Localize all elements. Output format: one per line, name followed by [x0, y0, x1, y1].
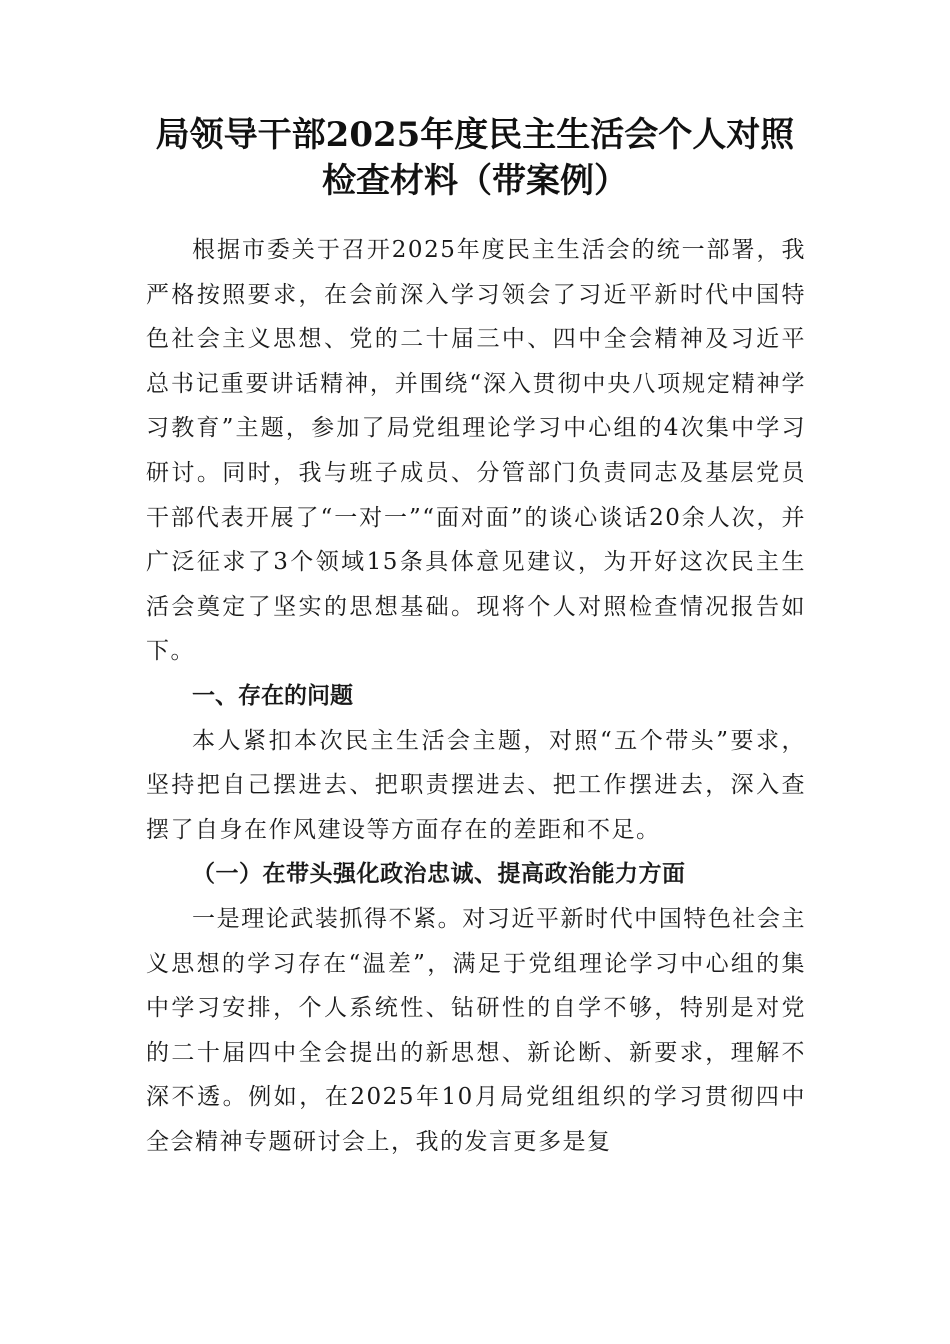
document-title: [100, 112, 850, 204]
subsection-heading: （一）在带头强化政治忠诚、提高政治能力方面: [192, 860, 686, 888]
section-heading: 一、存在的问题: [192, 682, 353, 709]
intro-paragraph: 根据市委关于召开2025年度民主生活会的统一部署，我严格按照要求，在会前深入学习领会了习近平新时代中国特色社会主义思想、党的二十届三中、四中全会精神及习近平总书记重要讲话精神，并围绕“深入贯彻中央八项规定精神学习教育”主题，参加了局党组理论学习中心组的4次集中学习研讨。同时，我与班子成员、分管部门负责同志及基层党员干部代表开展了“一对一”“面对面”的谈心谈话20余人次，并广泛征求了3个领域15条具体意见建议，为开好这次民主生活会奠定了坚实的思想基础。现将个人对照检查情况报告如下。: [146, 237, 806, 665]
title-line-1: 局领导干部2025年度民主生活会个人对照: [155, 115, 795, 155]
section-intro-paragraph: 本人紧扣本次民主生活会主题，对照“五个带头”要求，坚持把自己摆进去、把职责摆进去、把工作摆进去，深入查摆了自身在作风建设等方面存在的差距和不足。: [146, 727, 806, 843]
subsection-paragraph: 一是理论武装抓得不紧。对习近平新时代中国特色社会主义思想的学习存在“温差”，满足于党组理论学习中心组的集中学习安排，个人系统性、钻研性的自学不够，特别是对党的二十届四中全会提出的新思想、新论断、新要求，理解不深不透。例如，在2025年10月局党组组织的学习贯彻四中全会精神专题研讨会上，我的发言更多是复: [146, 905, 806, 1155]
title-line-2: 检查材料（带案例）: [322, 161, 628, 201]
document-body: [146, 228, 806, 1164]
